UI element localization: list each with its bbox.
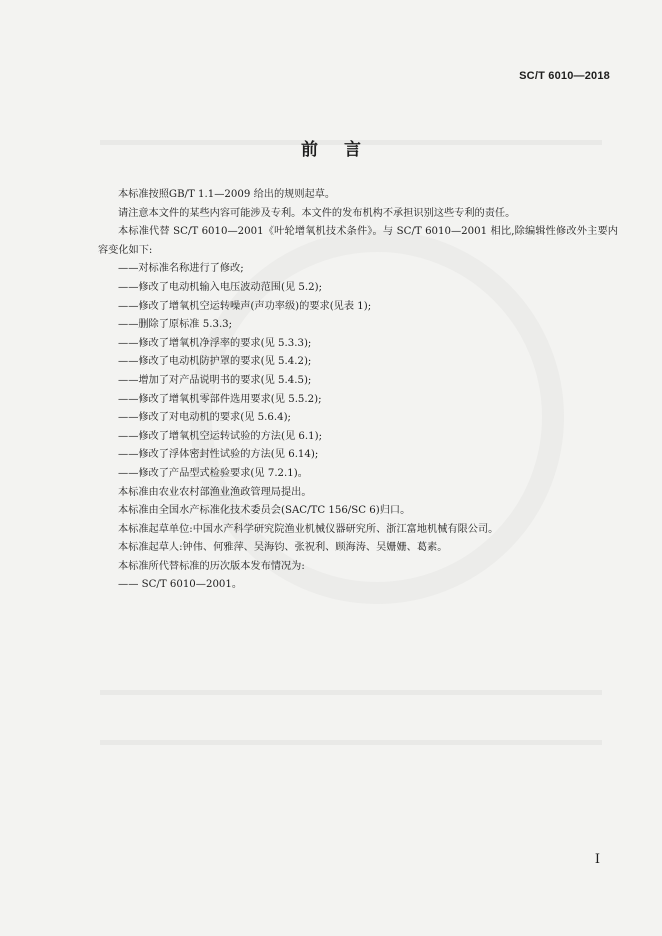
change-item: ——对标准名称进行了修改; (118, 263, 244, 275)
change-item: ——修改了电动机防护罩的要求(见 5.4.2); (118, 356, 312, 368)
change-item: ——修改了电动机输入电压波动范围(见 5.2); (118, 281, 323, 293)
change-item: ——删除了原标准 5.3.3; (118, 319, 233, 331)
paragraph: 本标准起草单位:中国水产科学研究院渔业机械仪器研究所、浙江富地机械有限公司。 (118, 523, 499, 535)
show-through-line (100, 690, 602, 695)
show-through-line (100, 740, 602, 745)
change-item: ——修改了产品型式检验要求(见 7.2.1)。 (118, 467, 308, 479)
paragraph: 本标准代替 SC/T 6010—2001《叶轮增氧机技术条件》。与 SC/T 6010—2001 相比,除编辑性修改外主要内容变化如下: (98, 226, 618, 256)
change-item: ——修改了增氧机零部件选用要求(见 5.5.2); (118, 393, 322, 405)
change-item: ——修改了增氧机空运转试验的方法(见 6.1); (118, 430, 323, 442)
page-number: I (594, 852, 600, 867)
page-title (0, 135, 662, 160)
paragraph: 请注意本文件的某些内容可能涉及专利。本文件的发布机构不承担识别这些专利的责任。 (118, 207, 516, 219)
change-item: ——增加了对产品说明书的要求(见 5.4.5); (118, 374, 312, 386)
paragraph: 本标准所代替标准的历次版本发布情况为: (118, 560, 305, 572)
title-char: 言 (344, 140, 361, 160)
paragraph: 本标准由全国水产标准化技术委员会(SAC/TC 156/SC 6)归口。 (118, 505, 411, 517)
history-item: —— SC/T 6010—2001。 (118, 579, 243, 591)
paragraph: 本标准起草人:钟伟、何雅萍、吴海钧、张祝利、顾海涛、吴姗姗、葛素。 (118, 542, 448, 554)
change-item: ——修改了对电动机的要求(见 5.6.4); (118, 412, 291, 424)
change-item: ——修改了增氧机空运转噪声(声功率级)的要求(见表 1); (118, 300, 372, 312)
title-char: 前 (301, 140, 318, 160)
standard-code: SC/T 6010—2018 (519, 70, 610, 82)
paragraph: 本标准由农业农村部渔业渔政管理局提出。 (118, 486, 312, 498)
change-item: ——修改了浮体密封性试验的方法(见 6.14); (118, 449, 319, 461)
foreword-body (98, 186, 618, 595)
paragraph: 本标准按照GB/T 1.1—2009 给出的规则起草。 (118, 189, 336, 200)
change-item: ——修改了增氧机净浮率的要求(见 5.3.3); (118, 337, 312, 349)
